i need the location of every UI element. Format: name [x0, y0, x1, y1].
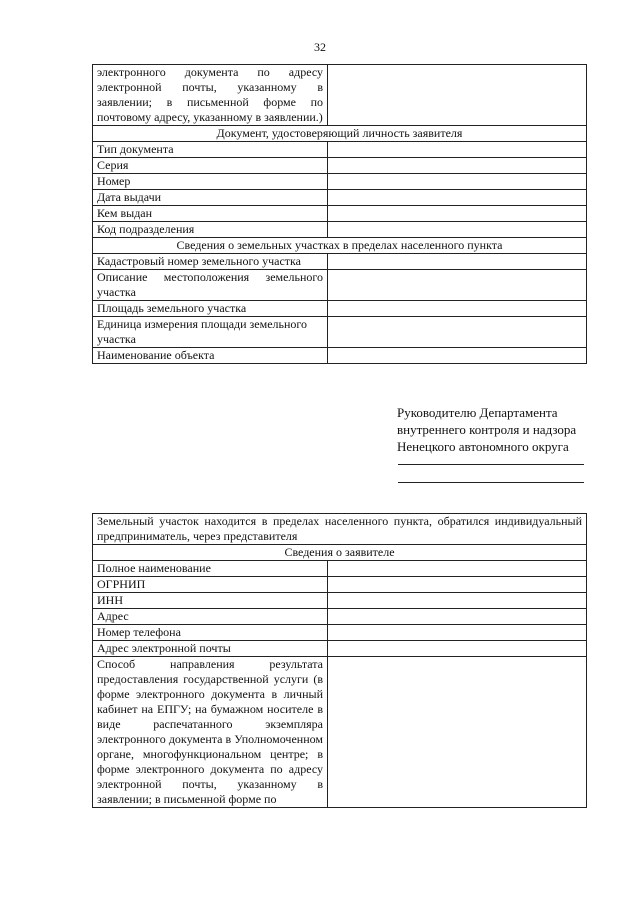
field-label-phone: Номер телефона: [93, 625, 328, 641]
field-label-ogrnip: ОГРНИП: [93, 577, 328, 593]
value-cell[interactable]: [328, 222, 587, 238]
table-row: [93, 514, 587, 545]
value-cell[interactable]: [328, 561, 587, 577]
blank-line[interactable]: [398, 464, 584, 465]
field-label-delivery-method: Способ направления результата предоставления государственной услуги (в форме электронного документа в личный кабинет на ЕПГУ; на бумажном носителе в виде распечатанного экземпляра электронного документа в Уполномоченном органе, многофункциональном центре; в форме электронного документа по адресу электронной почты, указанному в заявлении; в письменной форме по: [93, 657, 328, 808]
field-label-issue-date: Дата выдачи: [93, 190, 328, 206]
field-label-cadastral-number: Кадастровый номер земельного участка: [93, 254, 328, 270]
value-cell[interactable]: [328, 348, 587, 364]
land-section-title: Сведения о земельных участках в пределах населенного пункта: [93, 238, 587, 254]
entrepreneur-applicant-table: [92, 513, 587, 808]
value-cell[interactable]: [328, 158, 587, 174]
field-label-series: Серия: [93, 158, 328, 174]
field-label-number: Номер: [93, 174, 328, 190]
field-label-division-code: Код подразделения: [93, 222, 328, 238]
field-label-object-name: Наименование объекта: [93, 348, 328, 364]
table-row: [93, 609, 587, 625]
value-cell[interactable]: [328, 190, 587, 206]
value-cell[interactable]: [328, 65, 587, 126]
value-cell[interactable]: [328, 254, 587, 270]
value-cell[interactable]: [328, 577, 587, 593]
value-cell[interactable]: [328, 142, 587, 158]
field-label-email: Адрес электронной почты: [93, 641, 328, 657]
applicant-document-table: [92, 64, 587, 364]
field-label-location: Описание местоположения земельного участка: [93, 270, 328, 301]
table-row: [93, 158, 587, 174]
value-cell[interactable]: [328, 609, 587, 625]
value-cell[interactable]: [328, 206, 587, 222]
value-cell[interactable]: [328, 641, 587, 657]
table-row: [93, 190, 587, 206]
value-cell[interactable]: [328, 657, 587, 808]
table-row: [93, 301, 587, 317]
field-label-inn: ИНН: [93, 593, 328, 609]
table-row: [93, 126, 587, 142]
value-cell[interactable]: [328, 301, 587, 317]
blank-line[interactable]: [398, 482, 584, 483]
table-row: [93, 174, 587, 190]
table-row: [93, 625, 587, 641]
value-cell[interactable]: [328, 593, 587, 609]
table-header-text: Земельный участок находится в пределах населенного пункта, обратился индивидуальный предприниматель, через представителя: [93, 514, 587, 545]
table-row: [93, 641, 587, 657]
table-row: [93, 545, 587, 561]
table-row: [93, 593, 587, 609]
table-row: [93, 270, 587, 301]
addressee-line: внутреннего контроля и надзора: [397, 422, 577, 437]
table-row: [93, 142, 587, 158]
table-row: [93, 657, 587, 808]
addressee-line: Руководителю Департамента: [397, 405, 558, 420]
table-row: [93, 206, 587, 222]
field-label-full-name: Полное наименование: [93, 561, 328, 577]
continuation-text: электронного документа по адресу электронной почты, указанному в заявлении; в письменной форме по почтовому адресу, указанному в заявлении.): [93, 65, 328, 126]
identity-section-title: Документ, удостоверяющий личность заявителя: [93, 126, 587, 142]
table-row: [93, 577, 587, 593]
field-label-issued-by: Кем выдан: [93, 206, 328, 222]
field-label-address: Адрес: [93, 609, 328, 625]
table-row: [93, 561, 587, 577]
field-label-document-type: Тип документа: [93, 142, 328, 158]
addressee-line: Ненецкого автономного округа: [397, 439, 569, 454]
value-cell[interactable]: [328, 174, 587, 190]
table-row: [93, 317, 587, 348]
addressee-block: [397, 404, 597, 455]
field-label-area: Площадь земельного участка: [93, 301, 328, 317]
table-row: [93, 238, 587, 254]
value-cell[interactable]: [328, 317, 587, 348]
table-row: [93, 65, 587, 126]
value-cell[interactable]: [328, 625, 587, 641]
field-label-area-unit: Единица измерения площади земельного участка: [93, 317, 328, 348]
table-row: [93, 254, 587, 270]
applicant-section-title: Сведения о заявителе: [93, 545, 587, 561]
page-number: 32: [314, 40, 326, 54]
table-row: [93, 348, 587, 364]
table-row: [93, 222, 587, 238]
value-cell[interactable]: [328, 270, 587, 301]
